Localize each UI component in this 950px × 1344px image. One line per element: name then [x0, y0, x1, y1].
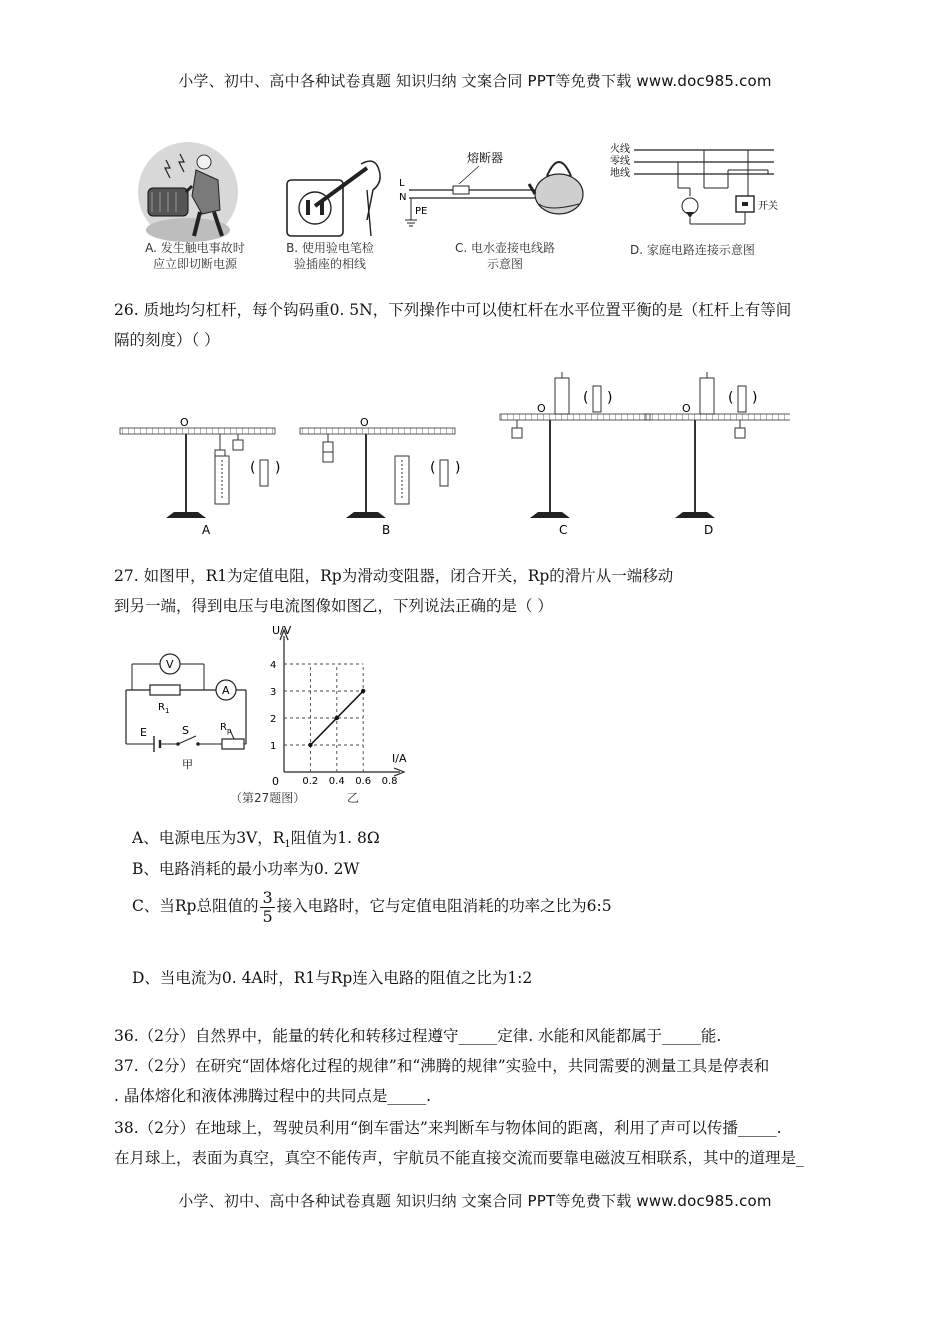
figure-c-caption: C. 电水壶接电线路 示意图 [454, 241, 555, 271]
page-header: 小学、初中、高中各种试卷真题 知识归纳 文案合同 PPT等免费下载 www.doc985.com [178, 72, 772, 90]
x-tick-label-0: 0.2 [302, 776, 319, 787]
q26-lever-figures [110, 372, 790, 542]
y-tick-label-2: 3 [270, 687, 277, 698]
svg-text:O: O [537, 402, 546, 415]
svg-text:(: ( [728, 390, 734, 406]
lever-d [645, 372, 790, 537]
q27-yi-label: 乙 [347, 791, 360, 805]
fraction-three-fifths: $\frac{3}{5}$ [262, 887, 273, 926]
x-tick-label-3: 0.8 [381, 776, 398, 787]
q27-circuit-jia [118, 640, 258, 780]
data-point-mid [335, 716, 339, 720]
svg-text:(: ( [250, 460, 256, 476]
x-tick-label-1: 0.4 [328, 776, 345, 787]
svg-text:): ) [752, 390, 758, 406]
svg-text:): ) [455, 460, 461, 476]
q27-option-b: B、电路消耗的最小功率为0. 2W [132, 860, 360, 878]
svg-text:N: N [399, 192, 407, 203]
page-footer: 小学、初中、高中各种试卷真题 知识归纳 文案合同 PPT等免费下载 www.doc985.com [178, 1192, 772, 1210]
y-tick-label-0: 1 [270, 741, 277, 752]
figure-a-electric-shock [130, 140, 250, 248]
svg-text:Rp: $R_p$ [220, 722, 232, 735]
q27-figure-caption: （第27题图） [230, 791, 306, 805]
fuse-label: 熔断器 [467, 151, 504, 165]
q37-text-line1: 37.（2分）在研究“固体熔化过程的规律”和“沸腾的规律”实验中，共同需要的测量工具是停表和 [114, 1057, 770, 1075]
x-tick-label-2: 0.6 [355, 776, 372, 787]
svg-text:): ) [275, 460, 281, 476]
svg-text:V: V [166, 658, 174, 671]
figure-d-caption: D. 家庭电路连接示意图 [630, 243, 755, 257]
svg-text:甲: 甲 [182, 758, 193, 771]
svg-text:O: O [682, 402, 691, 415]
svg-text:O: O [360, 416, 369, 429]
svg-text:火线: 火线 [610, 144, 630, 155]
rp-rheostat [222, 739, 244, 749]
svg-text:A: A [202, 523, 211, 537]
data-point-1 [361, 689, 365, 693]
svg-text:A: A [222, 684, 230, 697]
svg-text:C: C [559, 523, 568, 537]
svg-text:R1: $R_1$ [158, 702, 170, 715]
q27-option-d: D、当电流为0. 4A时，R1与Rp连入电路的阻值之比为1:2 [132, 969, 533, 987]
svg-text:): ) [607, 390, 613, 406]
q38-text-line2: 在月球上，表面为真空，真空不能传声，宇航员不能直接交流而要靠电磁波互相联系，其中的道理是_ [114, 1149, 804, 1167]
svg-text:S: S [182, 724, 189, 737]
x-axis-label: I/A [392, 752, 407, 765]
q27-text-line2: 到另一端，得到电压与电流图像如图乙，下列说法正确的是（ ） [114, 597, 553, 615]
q27-text-line1: 27. 如图甲，R1为定值电阻，Rp为滑动变阻器，闭合开关，Rp的滑片从一端移动 [114, 567, 674, 585]
y-tick-label-1: 2 [270, 714, 277, 725]
svg-text:L: L [399, 178, 405, 189]
q36-text: 36.（2分）自然界中，能量的转化和转移过程遵守_____定律. 水能和风能都属于_____能. [114, 1027, 722, 1045]
svg-text:开关: 开关 [758, 201, 778, 212]
svg-text:地线: 地线 [610, 168, 630, 179]
figure-b-test-pen [275, 150, 385, 242]
lever-c [500, 372, 650, 537]
y-tick-label-3: 4 [270, 660, 277, 671]
lever-a [120, 416, 280, 537]
figure-b-caption: B. 使用验电笔检 验插座的相线 [286, 241, 374, 271]
svg-text:O: O [180, 416, 189, 429]
svg-text:PE: PE [415, 206, 428, 217]
svg-text:D: D [704, 523, 714, 537]
lever-b [300, 416, 460, 537]
figure-a-caption: A. 发生触电事故时 应立即切断电源 [145, 241, 245, 271]
data-point-0 [308, 743, 312, 747]
q27-option-c: C、当Rp总阻值的 $\frac{3}{5}$ 接入电路时，它与定值电阻消耗的功率之比为6:5 [132, 887, 612, 926]
figure-d-home-circuit [608, 140, 778, 240]
q27-option-a: A、电源电压为3V，$R_1$阻值为1. 8Ω [132, 829, 380, 851]
svg-text:零线: 零线 [610, 156, 630, 167]
figure-c-kettle-wiring [395, 140, 595, 240]
svg-text:(: ( [583, 390, 589, 406]
q26-text-line1: 26. 质地均匀杠杆，每个钩码重0. 5N，下列操作中可以使杠杆在水平位置平衡的是（杠杆上有等间 [114, 301, 792, 319]
q37-text-line2: . 晶体熔化和液体沸腾过程中的共同点是_____. [114, 1087, 432, 1105]
q38-text-line1: 38.（2分）在地球上，驾驶员利用“倒车雷达”来判断车与物体间的距离，利用了声可以传播_____. [114, 1119, 782, 1137]
origin-label: 0 [272, 775, 279, 788]
y-axis-label: U/V [272, 624, 292, 637]
r1-resistor [150, 685, 180, 695]
q26-text-line2: 隔的刻度）（ ） [114, 331, 220, 349]
svg-text:E: E [140, 726, 147, 739]
q27-graph-yi [262, 622, 412, 792]
svg-text:B: B [382, 523, 391, 537]
svg-text:(: ( [430, 460, 436, 476]
